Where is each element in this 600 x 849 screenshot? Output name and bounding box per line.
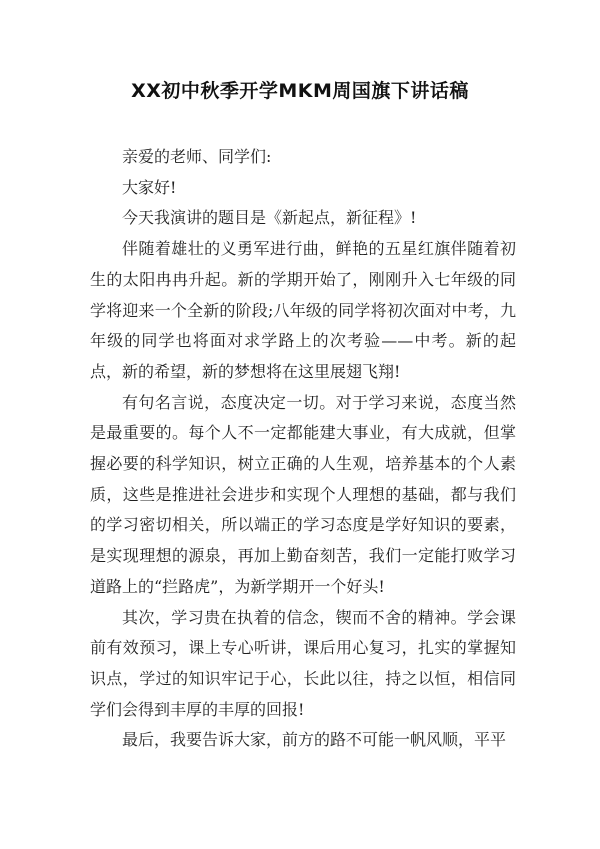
paragraph-attitude: 有句名言说，态度决定一切。对于学习来说，态度当然是最重要的。每个人不一定都能建大事业，有大成就，但掌握必要的科学知识，树立正确的人生观，培养基本的个人素质，这些是推进社会进步和实现个人理想的基础，都与我们的学习密切相关，所以端正的学习态度是学好知识的要素，是实现理想的源泉，再加上勤奋刻苦，我们一定能打败学习道路上的“拦路虎”，为新学期开一个好头!	[90, 392, 516, 596]
paragraph-persistence: 其次，学习贵在执着的信念，锲而不舍的精神。学会课前有效预习，课上专心听讲，课后用心复习，扎实的掌握知识点，学过的知识牢记于心，长此以往，持之以恒，相信同学们会得到丰厚的丰厚的回报!	[90, 607, 516, 719]
document-title: XX初中秋季开学MKM周国旗下讲话稿	[131, 80, 469, 102]
paragraph-greeting: 亲爱的老师、同学们:	[122, 147, 272, 166]
paragraph-topic: 今天我演讲的题目是《新起点，新征程》!	[122, 208, 417, 228]
paragraph-hello: 大家好!	[122, 177, 177, 197]
document-body	[90, 142, 516, 756]
paragraph-finally: 最后，我要告诉大家，前方的路不可能一帆风顺，平平	[122, 730, 507, 750]
paragraph-new-semester: 伴随着雄壮的义勇军进行曲，鲜艳的五星红旗伴随着初生的太阳冉冉升起。新的学期开始了，刚刚升入七年级的同学将迎来一个全新的阶段;八年级的同学将初次面对中考，九年级的同学也将面对求学路上的次考验——中考。新的起点，新的希望，新的梦想将在这里展翅飞翔!	[90, 239, 516, 381]
